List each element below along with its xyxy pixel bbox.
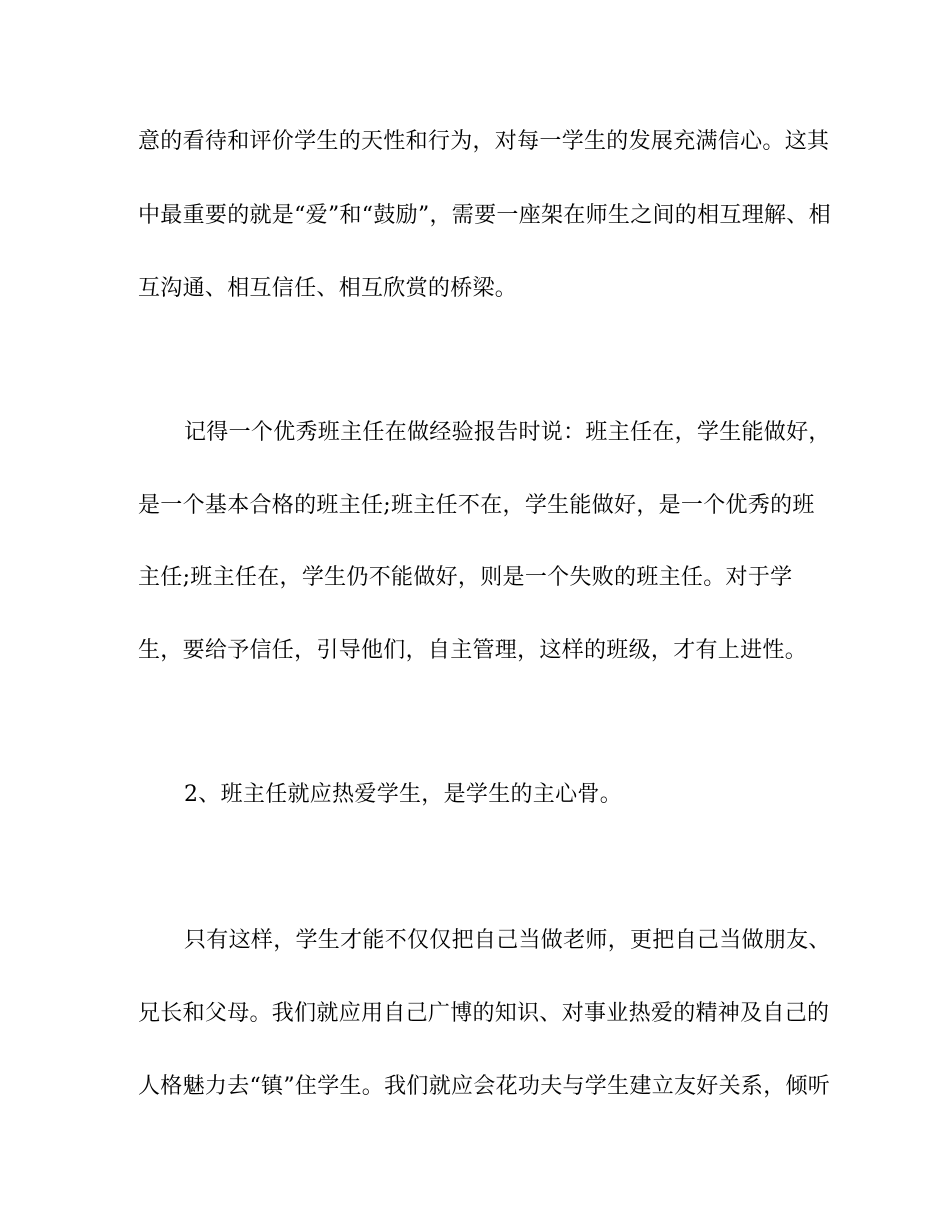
paragraph-1-line-2: 中最重要的就是“爱”和“鼓励”，需要一座架在师生之间的相互理解、相 <box>138 203 831 228</box>
paragraph-1-line-3: 互沟通、相互信任、相互欣赏的桥梁。 <box>138 276 518 301</box>
paragraph-2-line-3: 主任;班主任在，学生仍不能做好，则是一个失败的班主任。对于学 <box>138 565 793 590</box>
paragraph-2-line-4: 生，要给予信任，引导他们，自主管理，这样的班级，才有上进性。 <box>138 638 808 663</box>
paragraph-4-line-2: 兄长和父母。我们就应用自己广博的知识、对事业热爱的精神及自己的 <box>138 1001 830 1026</box>
paragraph-4-line-1: 只有这样，学生才能不仅仅把自己当做老师，更把自己当做朋友、 <box>184 928 831 953</box>
paragraph-2-line-2: 是一个基本合格的班主任;班主任不在，学生能做好，是一个优秀的班 <box>138 493 815 518</box>
paragraph-1-line-1: 意的看待和评价学生的天性和行为，对每一学生的发展充满信心。这其 <box>138 129 830 154</box>
paragraph-2-line-1: 记得一个优秀班主任在做经验报告时说：班主任在，学生能做好， <box>184 420 831 445</box>
paragraph-4-line-3: 人格魅力去“镇”住学生。我们就应会花功夫与学生建立友好关系，倾听 <box>138 1074 831 1099</box>
paragraph-3-heading: 2、班主任就应热爱学生，是学生的主心骨。 <box>184 782 622 807</box>
